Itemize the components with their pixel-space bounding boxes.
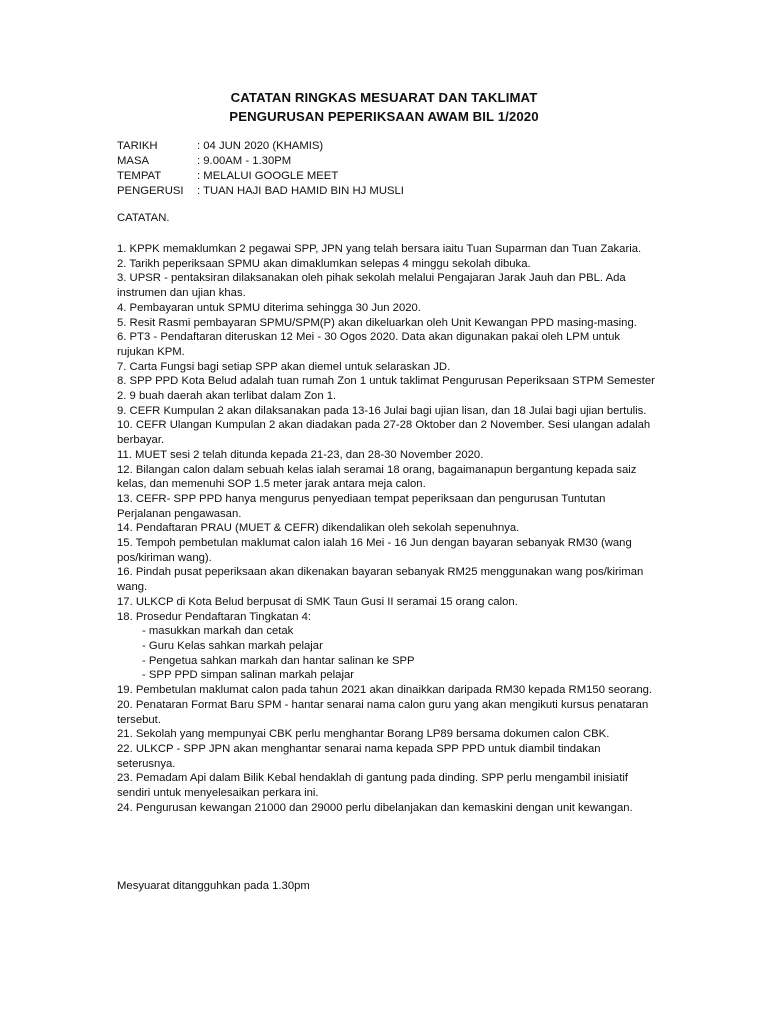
- meta-label: PENGERUSI: [117, 185, 184, 197]
- note-item: 17. ULKCP di Kota Belud berpusat di SMK Taun Gusi II seramai 15 orang calon.: [117, 595, 518, 608]
- note-item: 5. Resit Rasmi pembayaran SPMU/SPM(P) akan dikeluarkan oleh Unit Kewangan PPD masing-masing.: [117, 316, 637, 329]
- note-item: 15. Tempoh pembetulan maklumat calon ialah 16 Mei - 16 Jun dengan bayaran sebanyak RM30 (wang pos/kiriman wang).: [117, 537, 632, 564]
- note-item: 12. Bilangan calon dalam sebuah kelas ialah seramai 18 orang, bagaimanapun bergantung kepada saiz kelas, dan memenuhi SOP 1.5 meter jarak antara meja calon.: [117, 463, 637, 491]
- note-item: 7. Carta Fungsi bagi setiap SPP akan diemel untuk selaraskan JD.: [117, 360, 451, 373]
- meta-label: TARIKH: [117, 140, 158, 152]
- note-item: 6. PT3 - Pendaftaran diteruskan 12 Mei - 30 Ogos 2020. Data akan digunakan pakai oleh LPM untuk rujukan KPM.: [117, 331, 621, 358]
- meta-value: : TUAN HAJI BAD HAMID BIN HJ MUSLI: [197, 185, 404, 197]
- note-item: 8. SPP PPD Kota Belud adalah tuan rumah Zon 1 untuk taklimat Pengurusan Peperiksaan STPM Semester 2. 9 buah daerah akan terlibat dalam Zon 1.: [117, 375, 655, 403]
- procedure-subitem: - masukkan markah dan cetak: [142, 625, 294, 638]
- note-item: 16. Pindah pusat peperiksaan akan dikenakan bayaran sebanyak RM25 menggunakan wang pos/kiriman wang.: [117, 566, 644, 594]
- meta-value: : 9.00AM - 1.30PM: [197, 155, 292, 167]
- note-item: 11. MUET sesi 2 telah ditunda kepada 21-23, dan 28-30 November 2020.: [117, 448, 484, 461]
- note-item: 3. UPSR - pentaksiran dilaksanakan oleh pihak sekolah melalui Pengajaran Jarak Jauh dan PBL. Ada instrumen dan ujian khas.: [117, 272, 626, 300]
- notes-list: [117, 242, 657, 815]
- title-line-2: PENGURUSAN PEPERIKSAAN AWAM BIL 1/2020: [229, 109, 539, 124]
- meta-label: TEMPAT: [117, 170, 162, 182]
- note-item: 4. Pembayaran untuk SPMU diterima sehingga 30 Jun 2020.: [117, 301, 421, 314]
- note-item: 21. Sekolah yang mempunyai CBK perlu menghantar Borang LP89 bersama dokumen calon CBK.: [117, 728, 610, 741]
- meeting-details: [117, 139, 404, 199]
- note-item: 18. Prosedur Pendaftaran Tingkatan 4:: [117, 610, 312, 623]
- document-title: [0, 88, 768, 126]
- note-item: 10. CEFR Ulangan Kumpulan 2 akan diadakan pada 27-28 Oktober dan 2 November. Sesi ulangan adalah berbayar.: [117, 419, 651, 447]
- note-item: 23. Pemadam Api dalam Bilik Kebal hendaklah di gantung pada dinding. SPP perlu mengambil inisiatif sendiri untuk menyelesaikan perkara ini.: [117, 772, 628, 800]
- note-item: 14. Pendaftaran PRAU (MUET & CEFR) dikendalikan oleh sekolah sepenuhnya.: [117, 522, 520, 535]
- meta-row-masa: [117, 154, 404, 169]
- note-item: 24. Pengurusan kewangan 21000 dan 29000 perlu dibelanjakan dan kemaskini dengan unit kewangan.: [117, 801, 633, 814]
- title-line-1: CATATAN RINGKAS MESUARAT DAN TAKLIMAT: [230, 90, 538, 105]
- procedure-subitem: - Guru Kelas sahkan markah pelajar: [142, 639, 323, 652]
- meta-row-tarikh: [117, 139, 404, 154]
- note-item: 1. KPPK memaklumkan 2 pegawai SPP, JPN yang telah bersara iaitu Tuan Suparman dan Tuan Zakaria.: [117, 243, 642, 255]
- notes-heading: CATATAN.: [117, 212, 170, 224]
- procedure-subitems: [117, 624, 657, 683]
- note-item: 20. Penataran Format Baru SPM - hantar senarai nama calon guru yang akan mengikuti kursus penataran tersebut.: [117, 698, 649, 726]
- closing-statement: Mesyuarat ditangguhkan pada 1.30pm: [117, 880, 310, 892]
- meta-value: : 04 JUN 2020 (KHAMIS): [197, 140, 324, 152]
- procedure-subitem: - Pengetua sahkan markah dan hantar salinan ke SPP: [142, 654, 415, 667]
- meta-value: : MELALUI GOOGLE MEET: [197, 170, 339, 182]
- note-item: 19. Pembetulan maklumat calon pada tahun 2021 akan dinaikkan daripada RM30 kepada RM150 seorang.: [117, 684, 653, 697]
- note-item: 22. ULKCP - SPP JPN akan menghantar senarai nama kepada SPP PPD untuk diambil tindakan seterusnya.: [117, 742, 601, 770]
- meta-label: MASA: [117, 155, 150, 167]
- meta-row-tempat: [117, 169, 404, 184]
- procedure-subitem: - SPP PPD simpan salinan markah pelajar: [142, 669, 355, 682]
- note-item: 2. Tarikh peperiksaan SPMU akan dimaklumkan selepas 4 minggu sekolah dibuka.: [117, 257, 531, 270]
- note-item: 9. CEFR Kumpulan 2 akan dilaksanakan pada 13-16 Julai bagi ujian lisan, dan 18 Julai bagi ujian bertulis.: [117, 404, 647, 417]
- note-item: 13. CEFR- SPP PPD hanya mengurus penyediaan tempat peperiksaan dan pengurusan Tuntutan Perjalanan pengawasan.: [117, 492, 606, 520]
- meta-row-pengerusi: [117, 184, 404, 199]
